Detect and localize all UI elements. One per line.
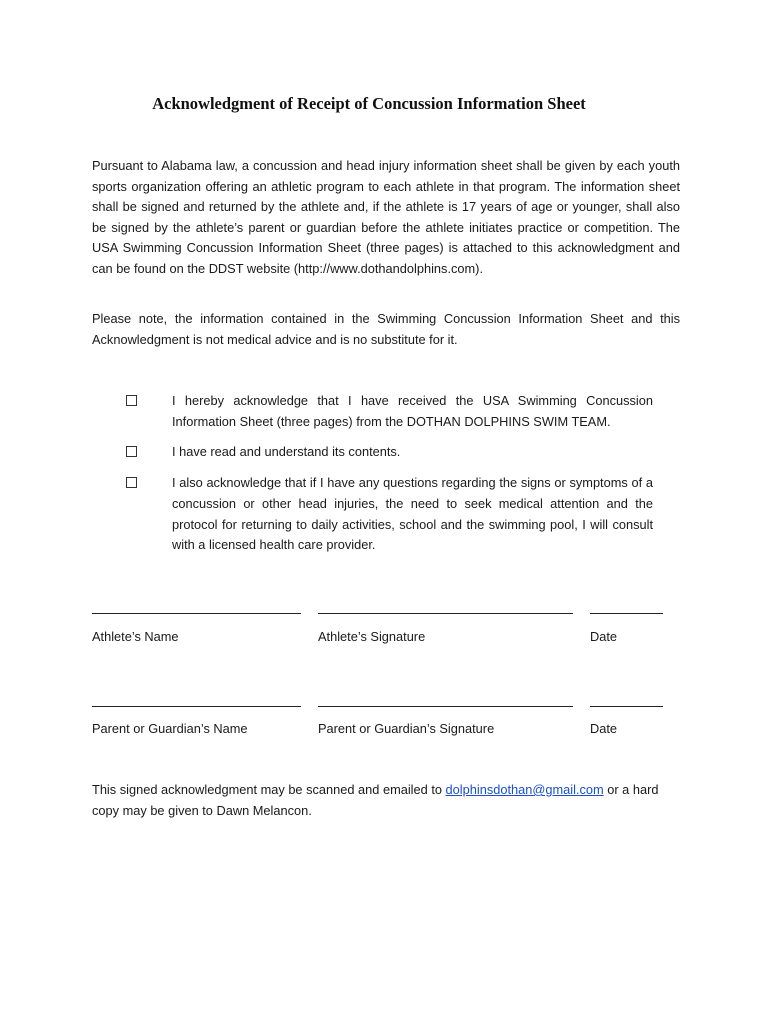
athlete-date-label: Date xyxy=(590,629,618,644)
athlete-signature-line[interactable] xyxy=(318,613,573,614)
checklist-item-text: I hereby acknowledge that I have received the USA Swimming Concussion Information Sheet (three pages) from the DOTHAN DOLPHINS SWIM TEAM. xyxy=(172,393,653,429)
checklist-item-text: I have read and understand its contents. xyxy=(172,444,401,459)
submission-note xyxy=(92,780,682,822)
document-title: Acknowledgment of Receipt of Concussion Information Sheet xyxy=(152,94,586,113)
parent-name-label: Parent or Guardian’s Name xyxy=(92,721,248,736)
athlete-name-label: Athlete’s Name xyxy=(92,629,179,644)
checkbox[interactable] xyxy=(126,477,137,488)
parent-name-line[interactable] xyxy=(92,706,301,707)
email-link[interactable]: dolphinsdothan@gmail.com xyxy=(445,782,604,797)
intro-paragraph: Pursuant to Alabama law, a concussion and head injury information sheet shall be given by each youth sports organization offering an athletic program to each athlete in that program. The information sheet shall be signed and returned by the athlete and, if the athlete is 17 years of age or younger, shall also be signed by the athlete’s parent or guardian before the athlete initiates practice or competition. The USA Swimming Concussion Information Sheet (three pages) is attached to this acknowledgment and can be found on the DDST website (http://www.dothandolphins.com). xyxy=(92,158,680,276)
parent-signature-label: Parent or Guardian’s Signature xyxy=(318,721,495,736)
footer-text-before: This signed acknowledgment may be scanned and emailed to xyxy=(92,782,446,797)
footer-text-after: or a hard copy may be given to Dawn Melancon. xyxy=(92,782,659,818)
parent-signature-line[interactable] xyxy=(318,706,573,707)
parent-date-label: Date xyxy=(590,721,618,736)
athlete-signature-label: Athlete’s Signature xyxy=(318,629,426,644)
parent-date-line[interactable] xyxy=(590,706,663,707)
checkbox[interactable] xyxy=(126,446,137,457)
disclaimer-paragraph: Please note, the information contained in the Swimming Concussion Information Sheet and this Acknowledgment is not medical advice and is no substitute for it. xyxy=(92,311,680,347)
athlete-name-line[interactable] xyxy=(92,613,301,614)
checklist-item-text: I also acknowledge that if I have any questions regarding the signs or symptoms of a concussion or other head injuries, the need to seek medical attention and the protocol for returning to daily activities, school and the swimming pool, I will consult with a licensed health care provider. xyxy=(172,475,653,553)
checkbox[interactable] xyxy=(126,395,137,406)
athlete-date-line[interactable] xyxy=(590,613,663,614)
